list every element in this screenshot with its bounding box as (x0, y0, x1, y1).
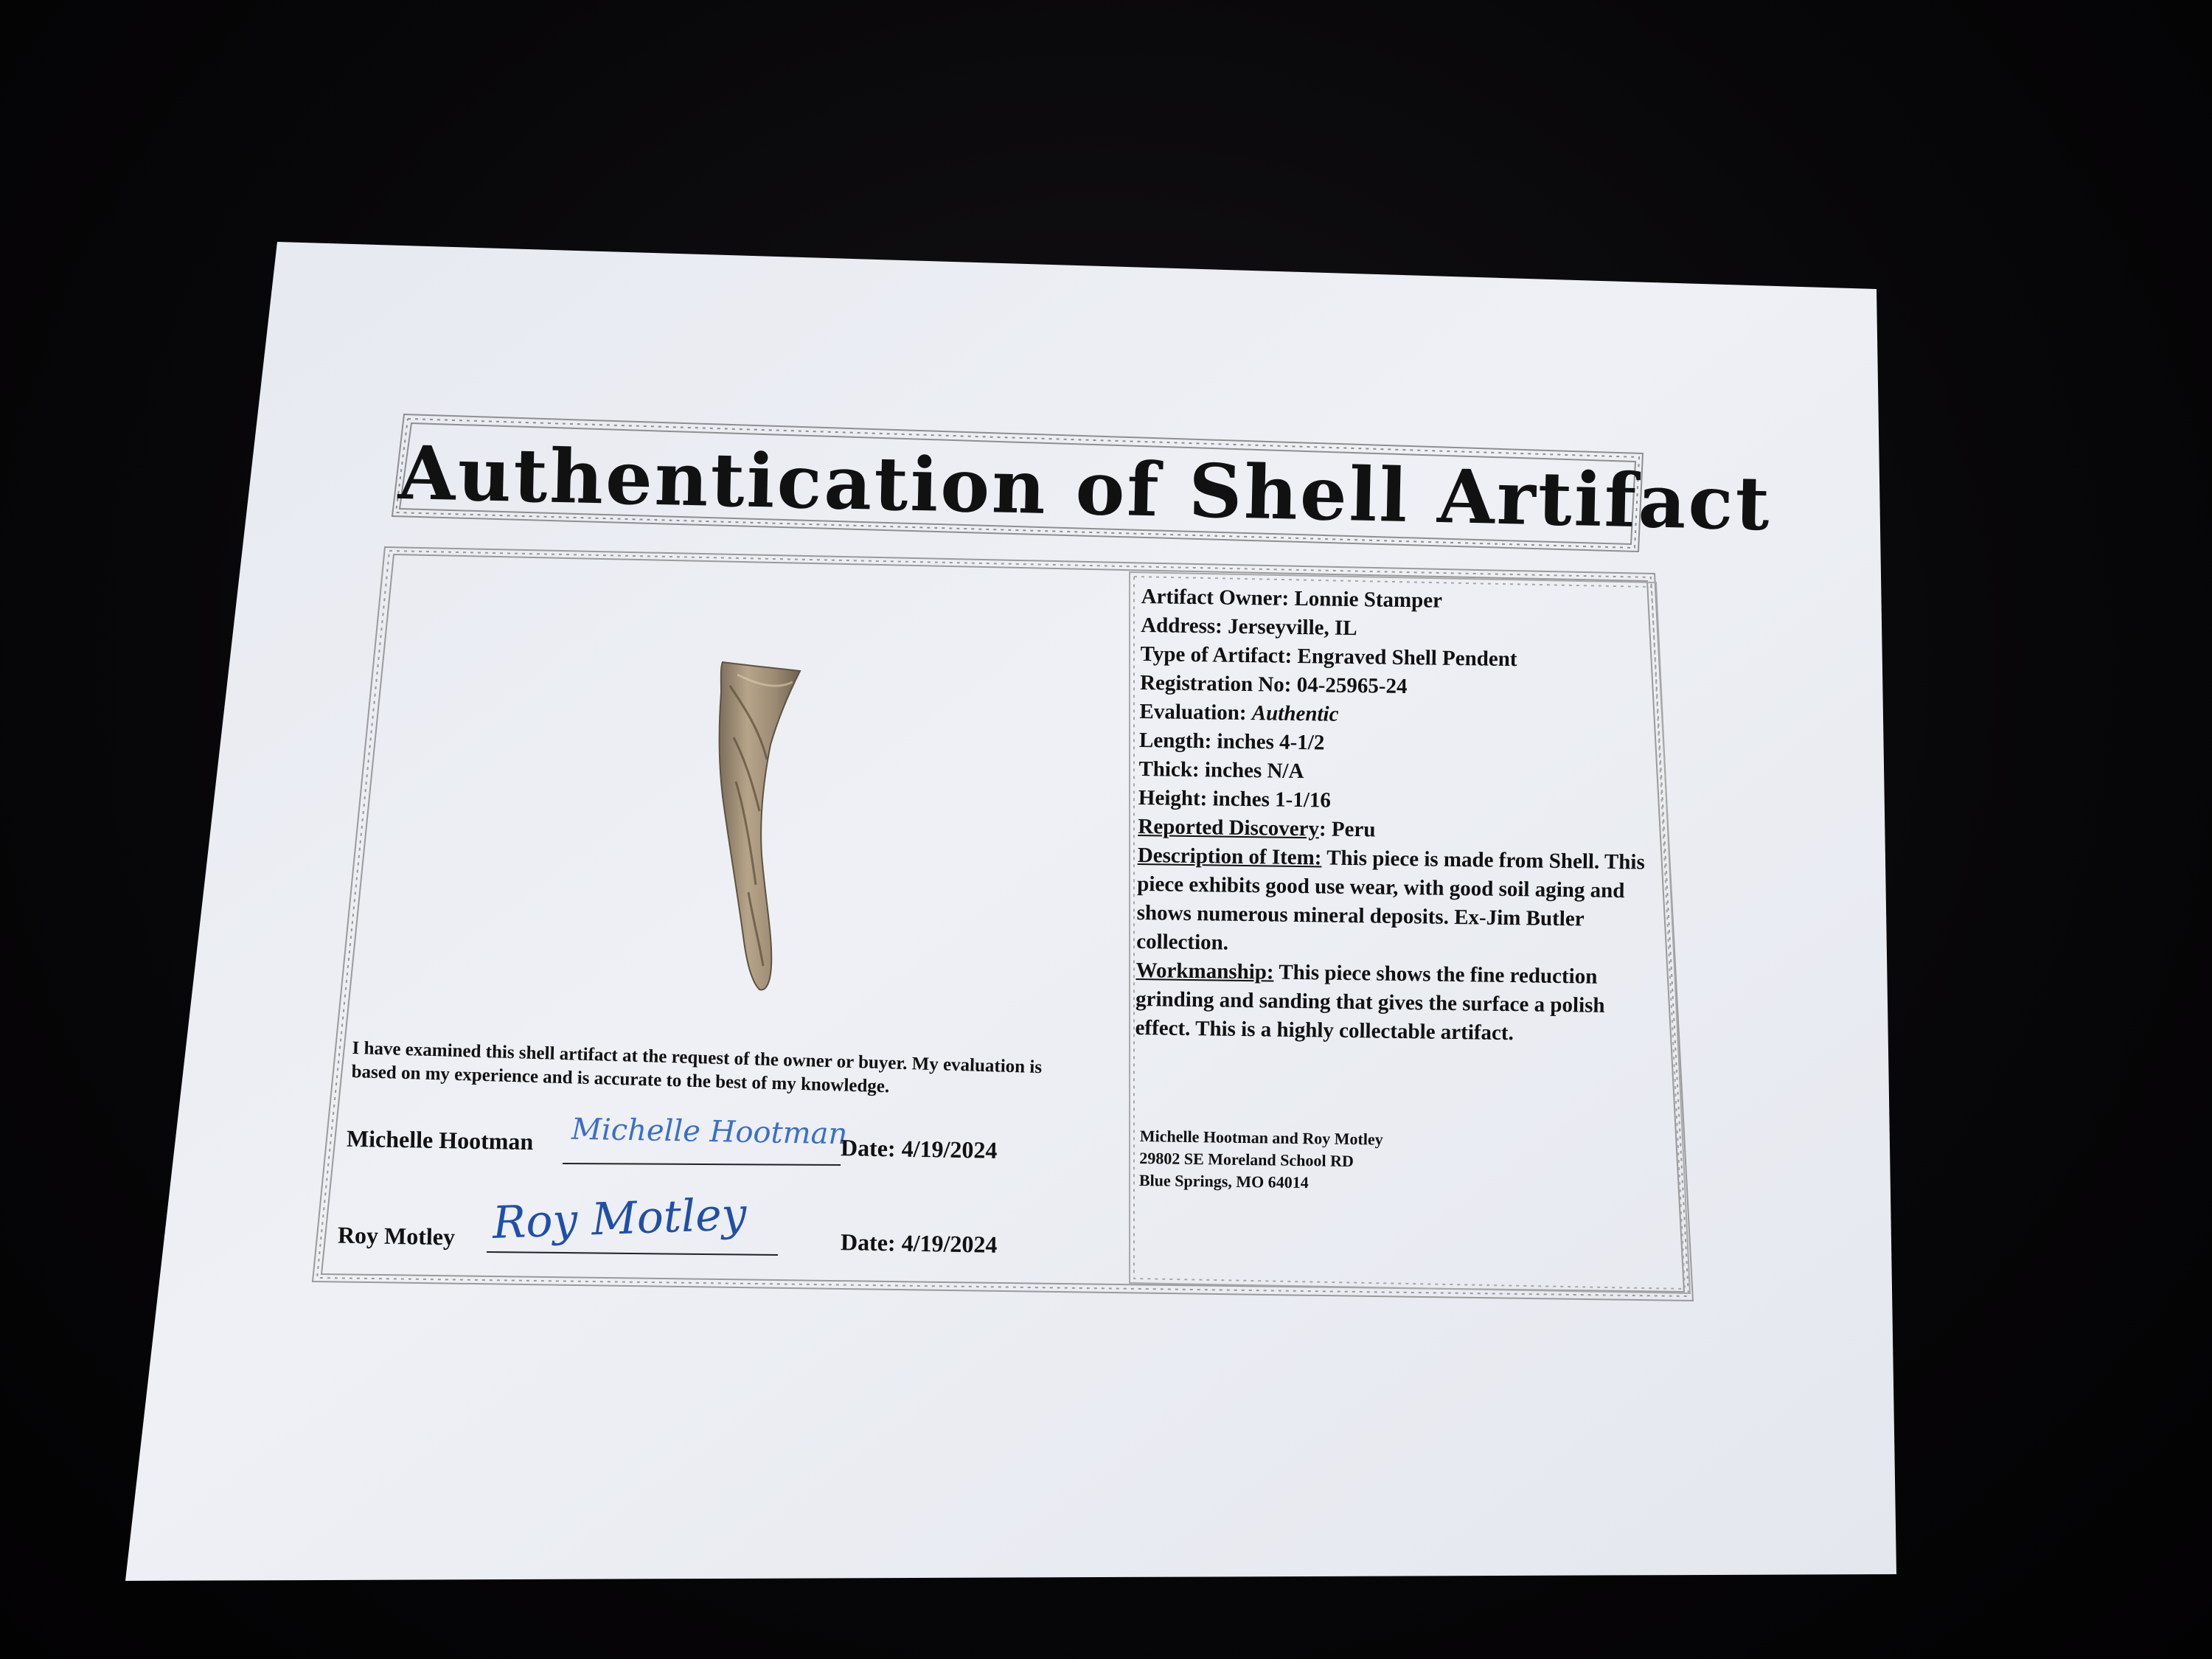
height-line: Height: inches 1-1/16 (1138, 785, 1332, 813)
signer-name-1: Michelle Hootman (346, 1124, 534, 1155)
examiner-names: Michelle Hootman and Roy Motley (1139, 1126, 1383, 1149)
length-line: Length: inches 4-1/2 (1138, 728, 1325, 755)
evaluation-label: Evaluation: (1139, 699, 1247, 726)
registration-line: Registration No: 04-25965-24 (1139, 670, 1408, 699)
handwritten-signature-1: Michelle Hootman (571, 1112, 848, 1152)
examiner-street: 29802 SE Moreland School RD (1139, 1148, 1354, 1171)
artifact-details (1135, 582, 1658, 1050)
address-line: Address: Jerseyville, IL (1140, 613, 1357, 641)
examiner-address (1139, 1125, 1383, 1195)
handwritten-signature-2: Roy Motley (491, 1189, 748, 1249)
thick-line: Thick: inches N/A (1138, 757, 1304, 784)
description-text: This piece is made from Shell. This piece exhibits good use wear, with good soil aging and shows numerous mineral deposits. Ex-Jim Butler collection. (1135, 846, 1645, 955)
workmanship-paragraph (1135, 956, 1652, 1050)
artifact-type-line: Type of Artifact: Engraved Shell Pendent (1140, 641, 1517, 672)
signature-date-1: Date: 4/19/2024 (840, 1134, 998, 1164)
signature-date-2: Date: 4/19/2024 (840, 1228, 998, 1258)
examiner-statement: I have examined this shell artifact at the request of the owner or buyer. My evaluation is based on my experience and is accurate to the best of my knowledge. (351, 1037, 1043, 1097)
owner-line: Artifact Owner: Lonnie Stamper (1141, 584, 1443, 613)
certificate-title: Authentication of Shell Artifact (397, 428, 1773, 548)
discovery-label: Reported Discovery (1138, 814, 1320, 841)
discovery-value: : Peru (1318, 817, 1376, 842)
signer-name-2: Roy Motley (337, 1221, 456, 1251)
evaluation-value: Authentic (1251, 701, 1339, 726)
description-paragraph (1136, 841, 1654, 964)
description-label: Description of Item: (1137, 843, 1322, 870)
workmanship-label: Workmanship: (1135, 958, 1274, 984)
examiner-city: Blue Springs, MO 64014 (1138, 1170, 1309, 1192)
workmanship-text: This piece shows the fine reduction grinding and sanding that gives the surface a polish effect. This is a highly collectable artifact. (1135, 960, 1605, 1046)
